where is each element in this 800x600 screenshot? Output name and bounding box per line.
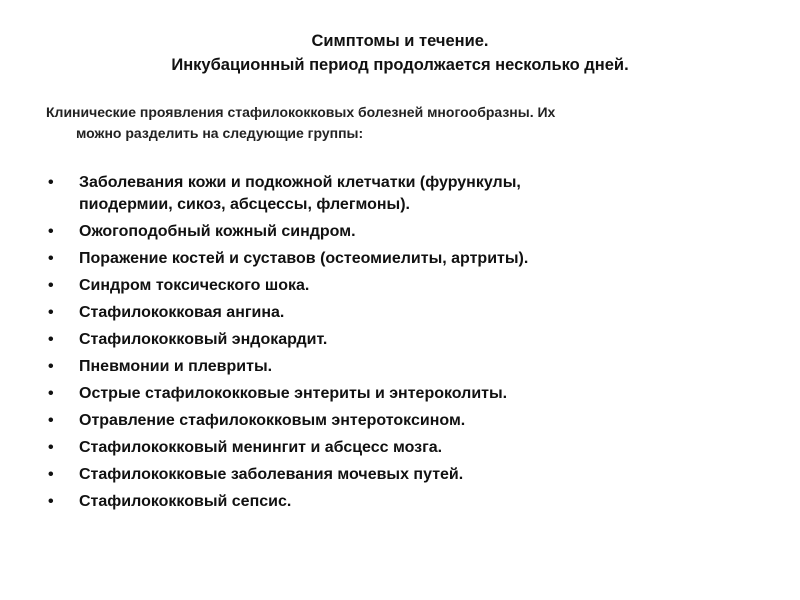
bullet-icon: • (48, 466, 54, 483)
list-item-text: Ожогоподобный кожный синдром. (79, 223, 356, 240)
bullet-icon: • (48, 439, 54, 456)
list-item-text: Поражение костей и суставов (остеомиелиты, артриты). (79, 250, 529, 267)
list-item (48, 356, 748, 378)
list-item-text: Пневмонии и плевриты. (79, 358, 273, 375)
bullet-icon: • (48, 304, 54, 321)
list-item (48, 302, 748, 324)
list-item (48, 172, 748, 216)
list-item-text: Стафилококковый менингит и абсцесс мозга. (79, 439, 443, 456)
intro-line-1: Клинические проявления стафилококковых болезней многообразны. Их (46, 104, 556, 120)
list-item-text: Заболевания кожи и подкожной клетчатки (фурункулы, (79, 174, 521, 191)
bullet-icon: • (48, 331, 54, 348)
bullet-icon: • (48, 358, 54, 375)
symptom-list (48, 172, 748, 518)
list-item-text: Отравление стафилококковым энтеротоксином. (79, 412, 466, 429)
intro-line-2: можно разделить на следующие группы: (76, 125, 364, 141)
list-item (48, 275, 748, 297)
bullet-icon: • (48, 223, 54, 240)
bullet-icon: • (48, 250, 54, 267)
title-line-2: Инкубационный период продолжается несколько дней. (171, 56, 629, 74)
intro-paragraph (46, 102, 736, 144)
list-item-text: Стафилококковый эндокардит. (79, 331, 328, 348)
list-item (48, 329, 748, 351)
list-item-text: Стафилококковый сепсис. (79, 493, 292, 510)
list-item (48, 437, 748, 459)
list-item (48, 221, 748, 243)
list-item (48, 464, 748, 486)
list-item (48, 383, 748, 405)
bullet-icon: • (48, 277, 54, 294)
slide-title (0, 29, 800, 77)
list-item-text: Стафилококковые заболевания мочевых путей. (79, 466, 464, 483)
list-item-text: Стафилококковая ангина. (79, 304, 285, 321)
list-item (48, 248, 748, 270)
title-line-1: Симптомы и течение. (311, 32, 489, 50)
bullet-icon: • (48, 174, 54, 191)
bullet-icon: • (48, 493, 54, 510)
list-item (48, 491, 748, 513)
bullet-icon: • (48, 385, 54, 402)
list-item-text: Синдром токсического шока. (79, 277, 310, 294)
list-item-text: Острые стафилококковые энтериты и энтероколиты. (79, 385, 508, 402)
list-item (48, 410, 748, 432)
bullet-icon: • (48, 412, 54, 429)
list-item-text: пиодермии, сикоз, абсцессы, флегмоны). (79, 196, 410, 213)
